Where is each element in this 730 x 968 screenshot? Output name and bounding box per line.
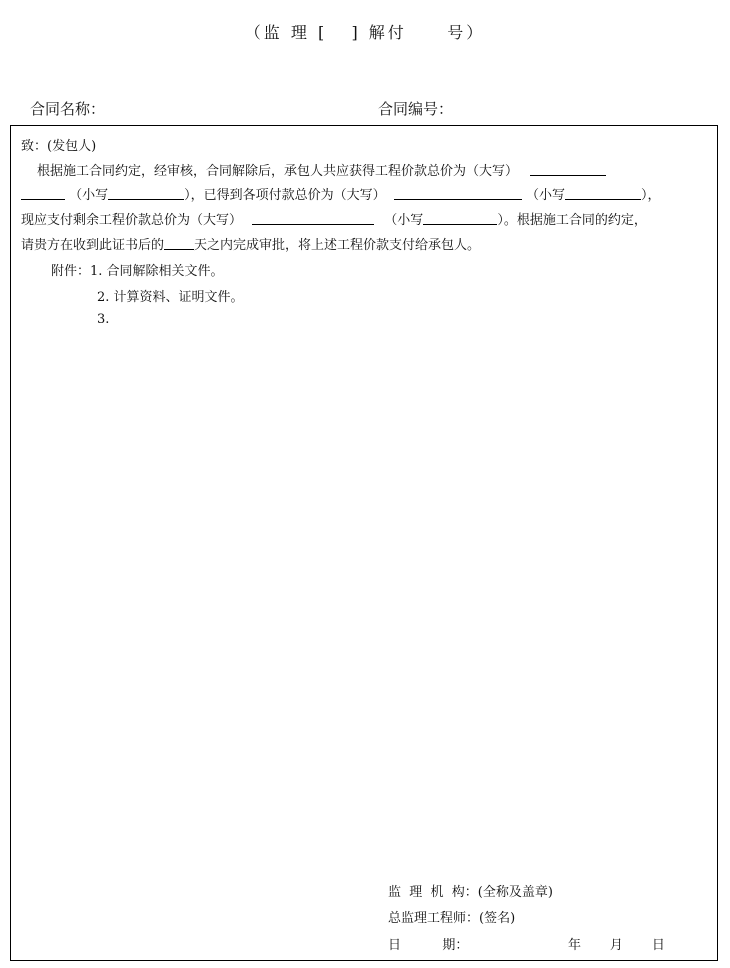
paid-amount-figures-blank: [565, 186, 641, 200]
attachment-2: 2. 计算资料、证明文件。: [97, 290, 244, 305]
total-amount-text: 根据施工合同约定，经审核，合同解除后，承包人共应获得工程价款总价为（大写）: [37, 164, 519, 179]
paid-amount-words-blank: [394, 186, 522, 200]
paid-amount-text: ），已得到各项付款总价为（大写）: [184, 188, 386, 203]
total-amount-figures-blank: [108, 186, 184, 200]
contract-number-label: 合同编号：: [378, 100, 454, 118]
contract-name-label: 合同名称：: [30, 100, 106, 118]
total-amount-words-blank-cont: [21, 186, 65, 200]
addressee: 致：(发包人): [21, 139, 97, 154]
attachment-1: 附件：1. 合同解除相关文件。: [51, 264, 224, 279]
paragraph-line-3: [21, 209, 647, 228]
attachment-3: 3.: [97, 312, 110, 327]
date-fields: 年 月 日: [568, 938, 665, 953]
remaining-amount-figures-blank: [423, 211, 497, 225]
paragraph-line-4: [21, 234, 480, 253]
form-body: [10, 125, 718, 961]
approval-text-cont: 天之内完成审批，将上述工程价款支付给承包人。: [194, 238, 481, 253]
approval-text: 请贵方在收到此证书后的: [21, 238, 165, 253]
document-title: （监 理 [ ] 解付 号）: [244, 23, 486, 42]
paragraph-line-1: [37, 160, 606, 179]
date-label: 日 期：: [388, 938, 469, 953]
lowercase-label: （小写: [525, 188, 565, 203]
chief-engineer: 总监理工程师：(签名): [388, 911, 516, 926]
paragraph-line-2: [21, 184, 660, 203]
supervision-org: 监 理 机 构：(全称及盖章): [388, 885, 553, 900]
days-blank: [164, 236, 194, 250]
remaining-amount-words-blank: [252, 211, 374, 225]
contract-agreement-text: ）。根据施工合同的约定，: [497, 213, 647, 228]
lowercase-label: （小写: [69, 188, 109, 203]
lowercase-label: （小写: [384, 213, 424, 228]
remaining-amount-text: 现应支付剩余工程价款总价为（大写）: [21, 213, 243, 228]
total-amount-words-blank: [530, 162, 606, 176]
punctuation: ），: [640, 188, 661, 203]
